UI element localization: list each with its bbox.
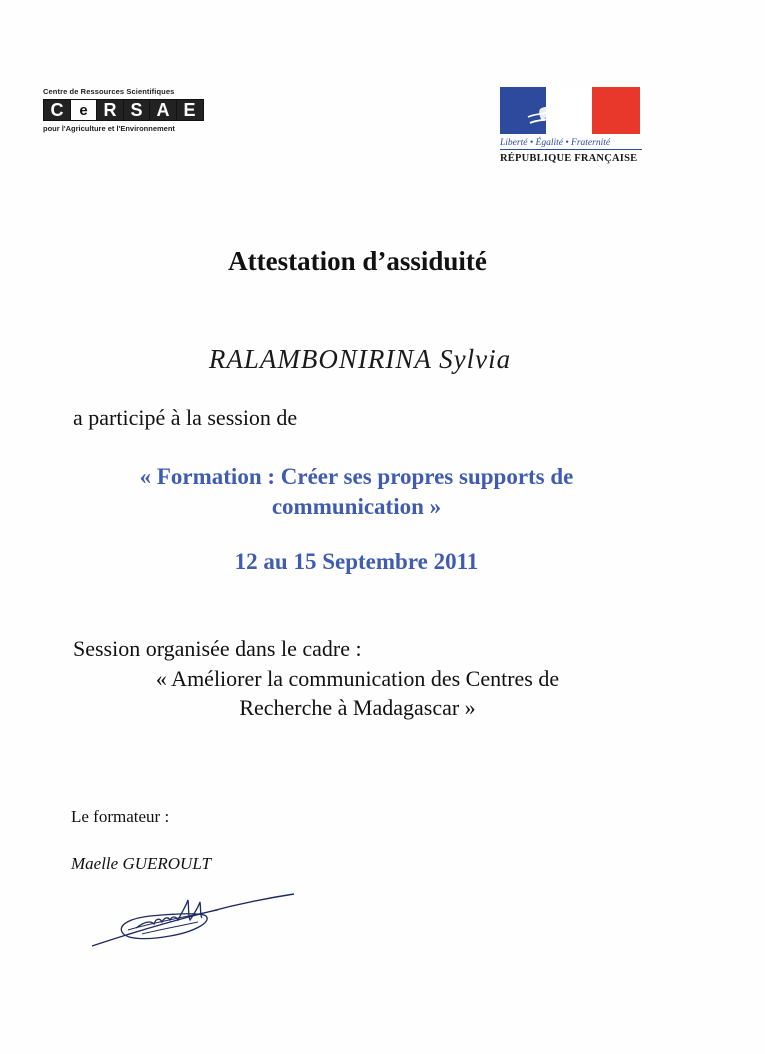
cersae-letter: E — [176, 99, 204, 121]
session-cadre — [0, 664, 715, 722]
session-dates: 12 au 15 Septembre 2011 — [234, 549, 479, 574]
republique-francaise-logo — [500, 87, 642, 164]
cersae-top-text: Centre de Ressources Scientifiques — [43, 87, 175, 96]
cersae-letter: e — [70, 99, 98, 121]
cadre-line-2: Recherche à Madagascar » — [239, 695, 476, 720]
formation-line-2: communication » — [271, 494, 442, 519]
trainer-label: Le formateur : — [71, 807, 170, 826]
republique-name: RÉPUBLIQUE FRANÇAISE — [500, 153, 638, 164]
cersae-letter: S — [123, 99, 151, 121]
cersae-letter: C — [43, 99, 71, 121]
marianne-flag-icon — [500, 87, 640, 134]
cadre-line-1: « Améliorer la communication des Centres de — [155, 666, 560, 691]
republique-motto: Liberté • Égalité • Fraternité — [500, 138, 642, 150]
participant-name: RALAMBONIRINA Sylvia — [208, 344, 512, 374]
trainer-name: Maelle GUEROULT — [71, 854, 211, 873]
session-text: Session organisée dans le cadre : — [73, 636, 362, 661]
cersae-letter: A — [149, 99, 177, 121]
cersae-logo — [43, 87, 228, 133]
participated-text: a participé à la session de — [73, 405, 298, 430]
cersae-letter-boxes — [43, 99, 228, 121]
certificate-title: Attestation d’assiduité — [228, 246, 487, 276]
cersae-bottom-text: pour l'Agriculture et l'Environnement — [43, 124, 175, 133]
cersae-letter: R — [96, 99, 124, 121]
formation-line-1: « Formation : Créer ses propres supports de — [139, 464, 574, 489]
formation-title — [0, 462, 713, 522]
signature-icon — [88, 888, 298, 952]
